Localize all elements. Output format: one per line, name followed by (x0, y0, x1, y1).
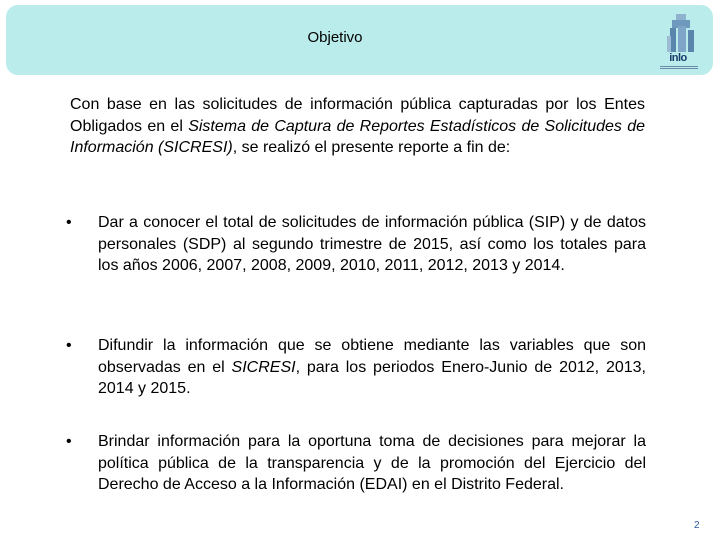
bullet-text (98, 335, 646, 400)
bullet-text: Dar a conocer el total de solicitudes de información pública (SIP) y de datos personales (SDP) al segundo trimestre de 2015, así como los totales para los años 2006, 2007, 2008, 2009, 2010, 2011, 2012, 2013 y 2014. (98, 214, 646, 274)
bullet-dot: • (66, 337, 72, 354)
bullet-italic: SICRESI (231, 358, 296, 376)
intro-paragraph (70, 94, 645, 159)
logo-subtitle-lines (660, 66, 698, 70)
bullet-item-1 (66, 212, 646, 277)
bullet-text-1: Difundir la información que se obtiene mediante las variables que son observadas en el (98, 337, 646, 376)
slide-title: Objetivo (307, 28, 363, 46)
bullet-text: Brindar información para la oportuna toma de decisiones para mejorar la política pública de la transparencia y de la promoción del Ejercicio del Derecho de Acceso a la Información (EDAI) en el Distrito Federal. (98, 433, 646, 493)
logo-text: inlo (669, 52, 687, 64)
intro-text-1: Con base en las solicitudes de información pública capturadas por los Entes Obligados en el (70, 96, 645, 135)
bullet-item-2 (66, 335, 646, 400)
bullet-text-2: , para los periodos Enero-Junio de 2012, 2013, 2014 y 2015. (98, 358, 647, 397)
intro-italic: Sistema de Captura de Reportes Estadísticos de Solicitudes de Información (SICRESI) (70, 117, 645, 156)
page-number: 2 (694, 520, 700, 531)
bullet-dot: • (66, 433, 72, 450)
bullet-item-3 (66, 431, 646, 496)
bullet-dot: • (66, 214, 72, 231)
intro-text-2: , se realizó el presente reporte a fin de: (232, 139, 511, 156)
